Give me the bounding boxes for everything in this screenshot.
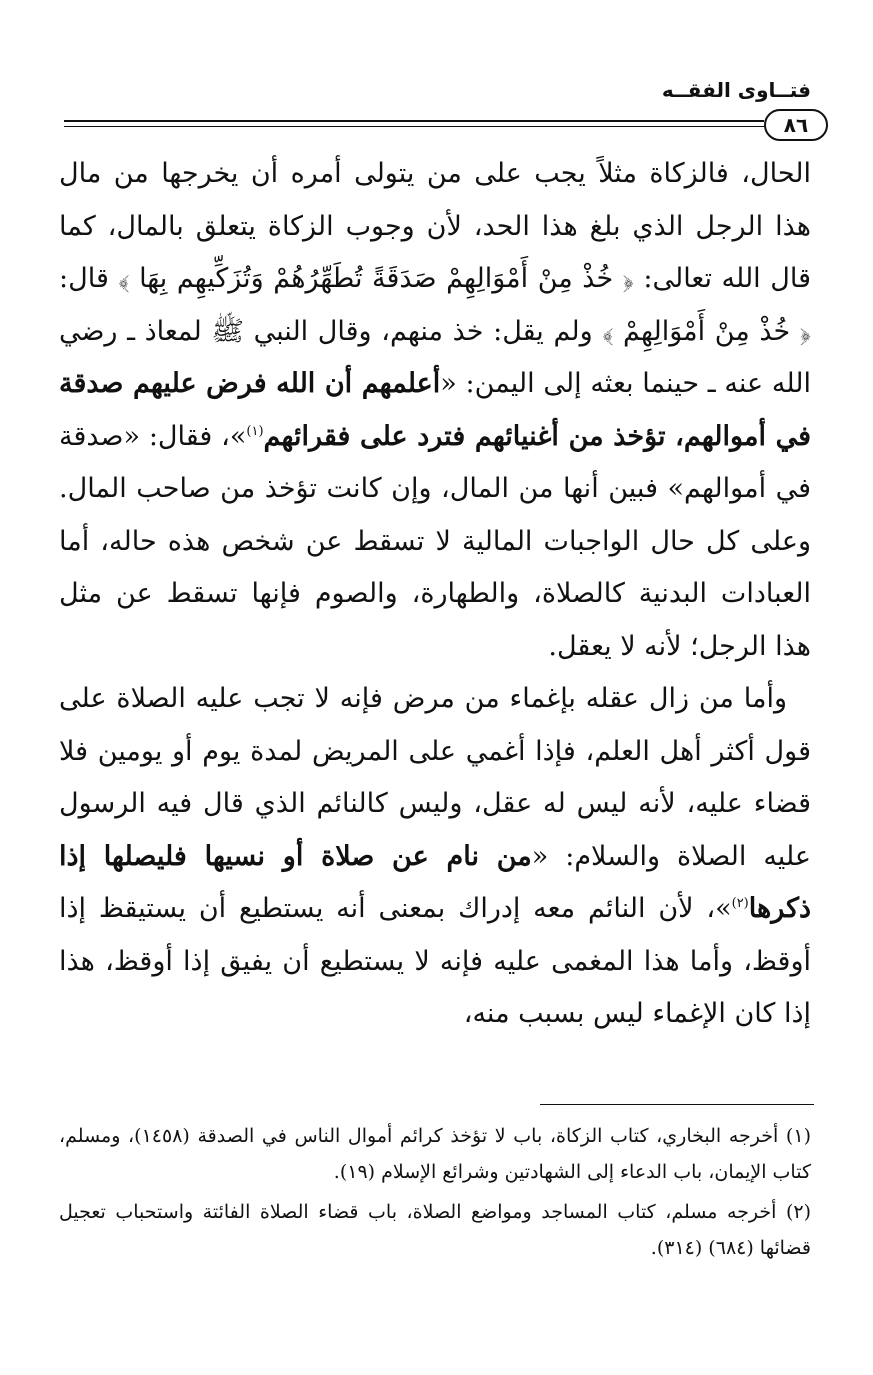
header-rule-bottom [64,126,764,127]
hadith-quote-1: أعلمهم أن الله فرض عليهم صدقة في أموالهم، تؤخذ من أغنيائهم فترد على فقرائهم [59,368,811,452]
paragraph-1 [59,148,811,673]
footnote-ref-1: (١) [246,423,264,439]
running-title: فتــاوى الفقــه [661,78,811,102]
paragraph-1-text-a: الحال، فالزكاة مثلاً يجب على من يتولى أمره أن يخرجها من مال هذا الرجل الذي بلغ هذا الحد، لأن وجوب الزكاة يتعلق بالمال، كما قال الله تعالى: ﴿ خُذْ مِنْ أَمْوَالِهِمْ صَدَقَةً تُطَهِّرُهُمْ وَتُزَكِّيهِم بِهَا ﴾ قال: ﴿ خُذْ مِنْ أَمْوَالِهِمْ ﴾ ولم يقل: خذ منهم، وقال النبي ﷺ لمعاذ ـ رضي الله عنه ـ حينما بعثه إلى اليمن: « [59,158,811,399]
paragraph-2-text-b: »، لأن النائم معه إدراك بمعنى أنه يستطيع أن يستيقظ إذا أوقظ، وأما هذا المغمى عليه فإنه لا يستطيع أن يفيق إذا أوقظ، هذا إذا كان الإغماء ليس بسبب منه، [59,893,811,1029]
footnote-ref-2: (٢) [731,896,749,911]
footnotes [59,1118,811,1270]
hadith-quote-2: من نام عن صلاة أو نسيها فليصلها إذا ذكرها [59,840,811,924]
footnote-1: (١) أخرجه البخاري، كتاب الزكاة، باب لا تؤخذ كرائم أموال الناس في الصدقة (١٤٥٨)، ومسلم، كتاب الإيمان، باب الدعاء إلى الشهادتين وشرائع الإسلام (١٩). [59,1125,811,1183]
main-text [59,148,811,1041]
page-number: ٨٦ [764,109,828,141]
paragraph-2 [59,673,811,1041]
header-rule-top [64,120,764,122]
footnote-separator [540,1104,814,1105]
footnote-2: (٢) أخرجه مسلم، كتاب المساجد ومواضع الصلاة، باب قضاء الصلاة الفائتة واستحباب تعجيل قضائها (٦٨٤) (٣١٤). [59,1201,811,1259]
paragraph-1-text-b: »، فقال: «صدقة في أموالهم» فبين أنها من المال، وإن كانت تؤخذ من صاحب المال. وعلى كل حال الواجبات المالية لا تسقط عن شخص هذه حاله، أما العبادات البدنية كالصلاة، والطهارة، والصوم فإنها تسقط عن مثل هذا الرجل؛ لأنه لا يعقل. [59,420,811,662]
paragraph-2-text-a: وأما من زال عقله بإغماء من مرض فإنه لا تجب عليه الصلاة على قول أكثر أهل العلم، فإذا أغمي على المريض لمدة يوم أو يومين فلا قضاء عليه، لأنه ليس له عقل، وليس كالنائم الذي قال فيه الرسول عليه الصلاة والسلام: « [59,683,811,872]
